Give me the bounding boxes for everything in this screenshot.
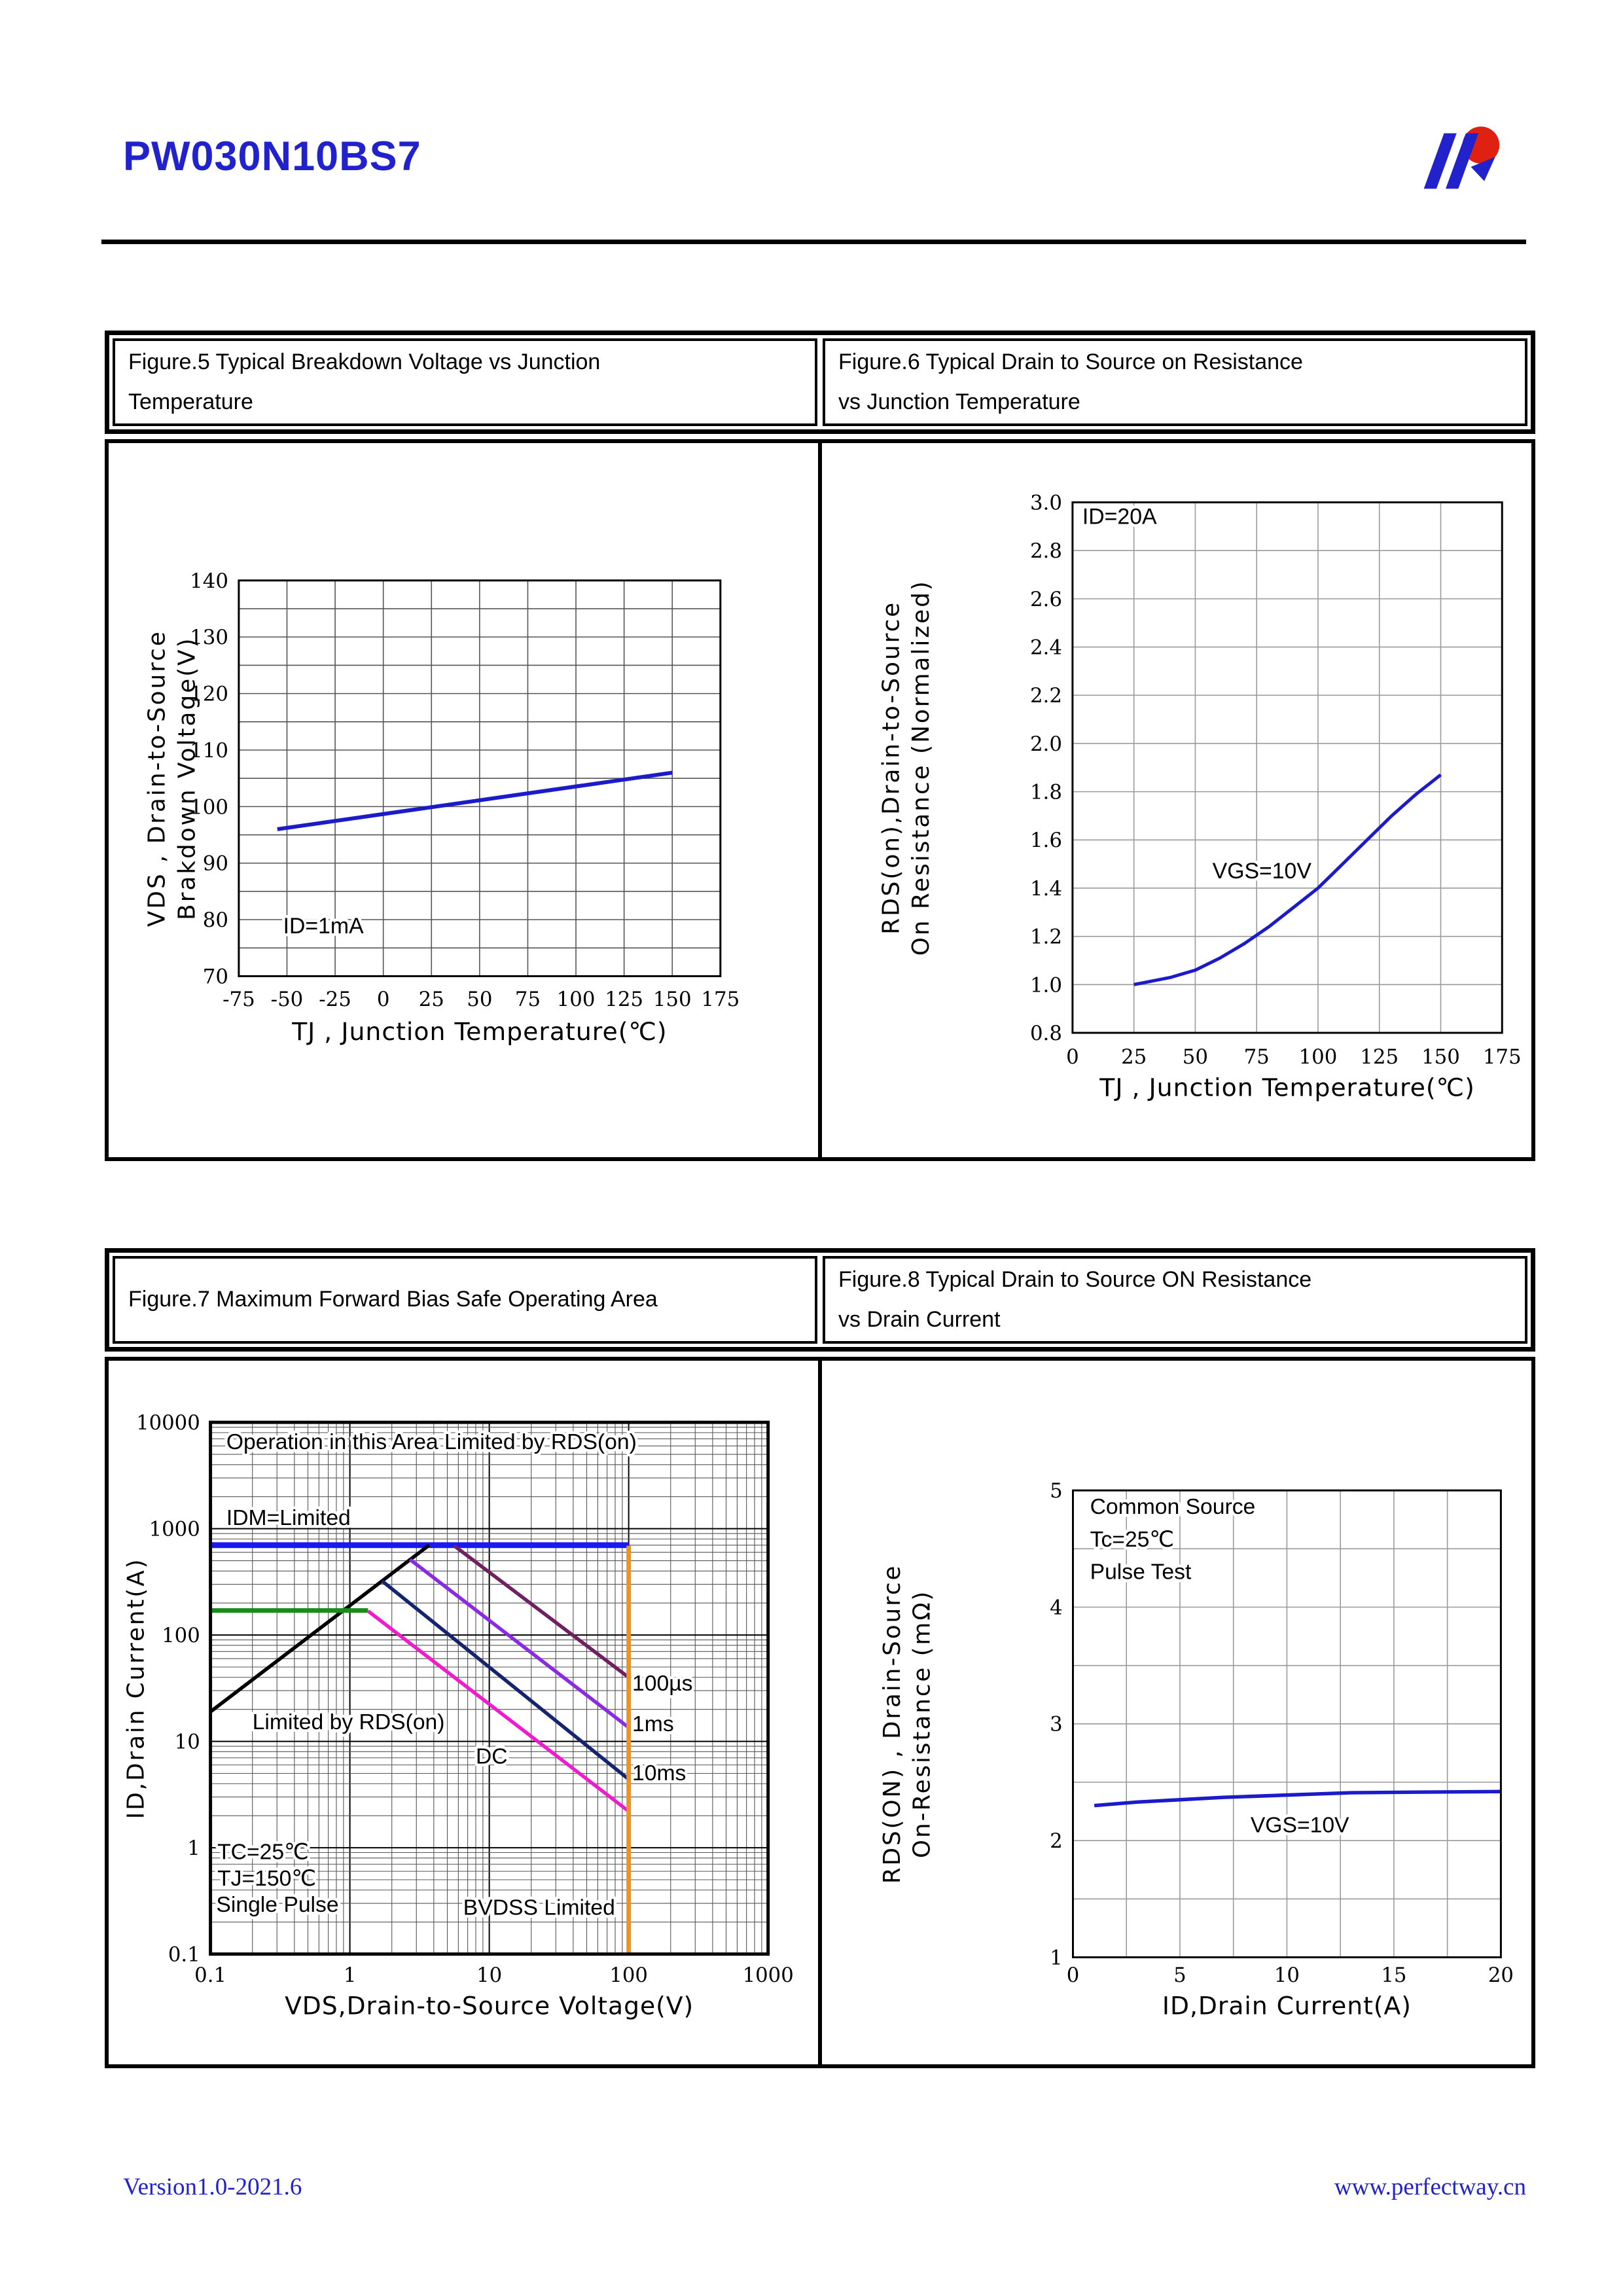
svg-text:On Resistance (Normalized): On Resistance (Normalized)	[908, 579, 935, 956]
chart-row-top	[105, 439, 1535, 1161]
svg-text:TJ , Junction Temperature(℃): TJ , Junction Temperature(℃)	[292, 1016, 668, 1046]
footer-version: Version1.0-2021.6	[123, 2174, 302, 2200]
figure5-title-line1: Figure.5 Typical Breakdown Voltage vs Junction	[128, 349, 601, 374]
svg-text:70: 70	[202, 965, 228, 989]
figures-5-6-section	[105, 331, 1535, 1161]
page-title: PW030N10BS7	[123, 134, 421, 179]
svg-text:1.0: 1.0	[1029, 973, 1062, 997]
figure8-chart-cell	[822, 1361, 1531, 2064]
title-row-top	[105, 331, 1535, 434]
svg-text:2.4: 2.4	[1029, 636, 1062, 660]
svg-text:125: 125	[605, 988, 644, 1012]
svg-text:25: 25	[1121, 1045, 1147, 1069]
svg-text:Tc=25℃: Tc=25℃	[1090, 1527, 1175, 1552]
svg-text:2.0: 2.0	[1029, 732, 1062, 756]
svg-text:25: 25	[418, 988, 444, 1012]
svg-text:Single Pulse: Single Pulse	[216, 1892, 339, 1917]
svg-text:VDS , Drain-to-Source: VDS , Drain-to-Source	[143, 630, 171, 927]
figure5-title-line2: Temperature	[128, 389, 253, 414]
footer-website: www.perfectway.cn	[1334, 2174, 1526, 2200]
svg-text:IDM=Limited: IDM=Limited	[226, 1506, 351, 1531]
svg-text:Brakdown Voltage(V): Brakdown Voltage(V)	[173, 636, 201, 920]
svg-text:50: 50	[467, 988, 493, 1012]
svg-text:TJ , Junction Temperature(℃): TJ , Junction Temperature(℃)	[1099, 1073, 1475, 1102]
svg-text:DC: DC	[475, 1744, 508, 1769]
svg-text:Common Source: Common Source	[1090, 1494, 1256, 1519]
figure5-title-box	[113, 338, 817, 426]
figure7-title-box	[113, 1256, 817, 1344]
figure6-title-line2: vs Junction Temperature	[838, 389, 1080, 414]
brand-logo	[1407, 107, 1508, 215]
figures-7-8-section	[105, 1248, 1535, 2068]
svg-text:ID,Drain Current(A): ID,Drain Current(A)	[122, 1557, 150, 1820]
svg-text:75: 75	[514, 988, 541, 1012]
svg-text:175: 175	[701, 988, 740, 1012]
svg-text:-25: -25	[319, 988, 351, 1012]
figure7-title-line1: Figure.7 Maximum Forward Bias Safe Operating Area	[128, 1287, 658, 1312]
figure7-safe-operating-area-chart	[109, 1361, 818, 2064]
svg-text:1: 1	[1050, 1946, 1063, 1970]
svg-text:125: 125	[1360, 1045, 1399, 1069]
svg-text:VGS=10V: VGS=10V	[1212, 859, 1311, 884]
svg-text:RDS(ON) , Drain-Source: RDS(ON) , Drain-Source	[878, 1564, 906, 1884]
svg-text:100: 100	[609, 1964, 648, 1988]
svg-text:20: 20	[1488, 1964, 1514, 1988]
svg-text:On-Resistance (mΩ): On-Resistance (mΩ)	[908, 1589, 936, 1858]
svg-text:4: 4	[1050, 1596, 1063, 1620]
svg-text:1.8: 1.8	[1029, 780, 1062, 804]
svg-text:1000: 1000	[149, 1517, 200, 1541]
svg-text:50: 50	[1182, 1045, 1209, 1069]
svg-text:10000: 10000	[136, 1411, 200, 1435]
svg-text:120: 120	[190, 682, 228, 706]
figure6-rdson-vs-temperature-chart	[822, 443, 1531, 1157]
svg-text:100: 100	[556, 988, 596, 1012]
svg-text:10ms: 10ms	[632, 1761, 687, 1786]
svg-text:BVDSS Limited: BVDSS Limited	[463, 1895, 615, 1920]
svg-text:1.4: 1.4	[1029, 876, 1062, 901]
svg-text:80: 80	[202, 908, 228, 933]
svg-text:-75: -75	[223, 988, 255, 1012]
svg-text:1.6: 1.6	[1029, 829, 1062, 853]
svg-text:Limited by RDS(on): Limited by RDS(on)	[252, 1710, 445, 1735]
svg-text:10: 10	[1274, 1964, 1300, 1988]
svg-text:100: 100	[162, 1624, 200, 1647]
svg-text:0: 0	[1066, 1045, 1079, 1069]
title-row-bottom	[105, 1248, 1535, 1352]
svg-text:5: 5	[1050, 1479, 1063, 1503]
figure8-title-box	[823, 1256, 1527, 1344]
svg-text:150: 150	[652, 988, 692, 1012]
svg-text:TJ=150℃: TJ=150℃	[217, 1867, 317, 1892]
svg-text:Pulse Test: Pulse Test	[1090, 1560, 1192, 1585]
figure6-title-box	[823, 338, 1527, 426]
svg-text:15: 15	[1381, 1964, 1407, 1988]
svg-text:0.1: 0.1	[194, 1964, 227, 1988]
figure8-rdson-vs-current-chart	[822, 1361, 1531, 2064]
svg-text:90: 90	[202, 852, 228, 876]
svg-text:2: 2	[1050, 1829, 1063, 1854]
chart-row-bottom	[105, 1357, 1535, 2068]
header-rule	[101, 240, 1526, 244]
svg-text:150: 150	[1421, 1045, 1460, 1069]
svg-text:130: 130	[190, 626, 228, 650]
svg-text:-50: -50	[270, 988, 304, 1012]
svg-text:10: 10	[476, 1964, 503, 1988]
figure5-chart-cell	[109, 443, 822, 1157]
svg-text:5: 5	[1173, 1964, 1186, 1988]
svg-text:110: 110	[190, 738, 228, 762]
svg-text:0: 0	[376, 988, 390, 1012]
svg-text:2.6: 2.6	[1029, 587, 1062, 611]
svg-text:ID=20A: ID=20A	[1082, 504, 1157, 529]
svg-text:1.2: 1.2	[1029, 925, 1062, 949]
figure6-chart-cell	[822, 443, 1531, 1157]
svg-text:140: 140	[190, 569, 228, 593]
svg-text:1: 1	[187, 1836, 200, 1860]
svg-text:VGS=10V: VGS=10V	[1250, 1813, 1349, 1838]
svg-text:TC=25℃: TC=25℃	[217, 1840, 309, 1865]
svg-text:3: 3	[1050, 1712, 1063, 1736]
svg-text:75: 75	[1243, 1045, 1270, 1069]
svg-text:0: 0	[1066, 1964, 1080, 1988]
svg-text:1: 1	[343, 1964, 357, 1988]
svg-text:100: 100	[1298, 1045, 1338, 1069]
page-footer	[123, 2173, 1526, 2201]
figure6-title-line1: Figure.6 Typical Drain to Source on Resistance	[838, 349, 1303, 374]
svg-text:2.8: 2.8	[1029, 539, 1062, 564]
svg-text:1000: 1000	[742, 1964, 794, 1988]
svg-text:0.8: 0.8	[1029, 1021, 1062, 1045]
figure8-title-line2: vs Drain Current	[838, 1307, 1001, 1332]
svg-text:1ms: 1ms	[632, 1712, 674, 1736]
figure5-breakdown-voltage-chart	[109, 443, 818, 1157]
figure7-chart-cell	[109, 1361, 822, 2064]
svg-text:100: 100	[190, 795, 228, 819]
figure8-title-line1: Figure.8 Typical Drain to Source ON Resistance	[838, 1266, 1312, 1292]
svg-text:Operation in this Area Limited: Operation in this Area Limited by RDS(on)	[226, 1430, 637, 1455]
svg-text:2.2: 2.2	[1029, 684, 1062, 708]
svg-text:100µs: 100µs	[632, 1672, 693, 1696]
svg-text:3.0: 3.0	[1029, 491, 1062, 515]
svg-text:10: 10	[174, 1730, 200, 1754]
svg-text:0.1: 0.1	[168, 1943, 200, 1967]
svg-text:ID,Drain Current(A): ID,Drain Current(A)	[1162, 1991, 1412, 2020]
svg-text:VDS,Drain-to-Source Voltage(V): VDS,Drain-to-Source Voltage(V)	[285, 1991, 694, 2020]
svg-text:RDS(on),Drain-to-Source: RDS(on),Drain-to-Source	[878, 600, 905, 935]
svg-text:175: 175	[1482, 1045, 1522, 1069]
svg-text:ID=1mA: ID=1mA	[283, 913, 364, 939]
